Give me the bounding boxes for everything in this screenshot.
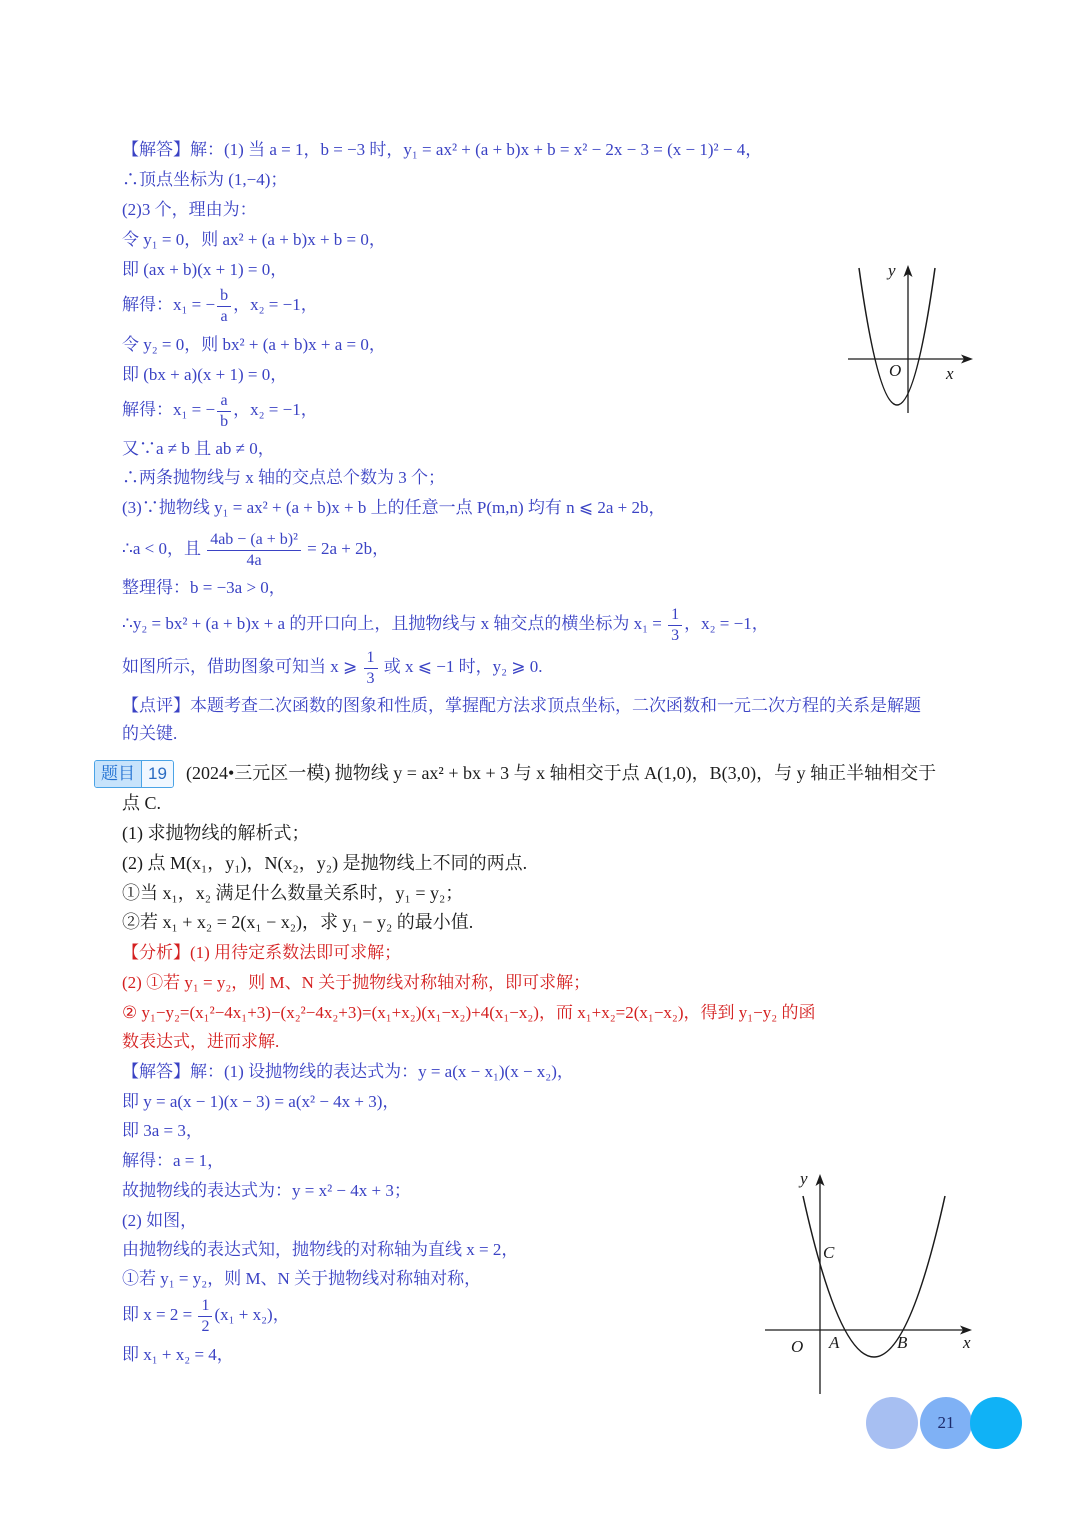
parabola-curve bbox=[859, 268, 935, 405]
q18-solution-line-15 bbox=[122, 601, 769, 647]
text-run: 或 x ⩽ −1 时，y₂ ⩾ 0. bbox=[379, 657, 543, 676]
fraction bbox=[217, 391, 231, 432]
x-axis-label: x bbox=[946, 364, 954, 383]
q19-stem-line-1: (2024•三元区一模) 抛物线 y = ax² + bx + 3 与 x 轴相交于点 A(1,0)，B(3,0)，与 y 轴正半轴相交于 bbox=[186, 763, 937, 783]
q18-solution-line-16 bbox=[122, 644, 543, 690]
q19-solution-line-6: (2) 如图， bbox=[122, 1211, 198, 1230]
q18-solution-line-11: ∴两条抛物线与 x 轴的交点总个数为 3 个； bbox=[122, 468, 445, 487]
q18-solution-line-1: 【解答】解：(1) 当 a = 1，b = −3 时，y₁ = ax² + (a + b)x + b = x² − 2x − 3 = (x − 1)² − 4， bbox=[122, 140, 763, 159]
page-number: 21 bbox=[937, 1413, 955, 1432]
fraction-denominator: b bbox=[220, 412, 229, 430]
point-b-label: B bbox=[897, 1333, 908, 1352]
q19-analysis-line-2: (2) ①若 y₁ = y₂，则 M、N 关于抛物线对称轴对称，即可求解； bbox=[122, 973, 591, 992]
text-run: = 2a + 2b， bbox=[302, 539, 390, 558]
fraction-numerator: 1 bbox=[198, 1296, 212, 1317]
parabola-graph-1 bbox=[840, 255, 982, 420]
q19-solution-line-10: 即 x₁ + x₂ = 4， bbox=[122, 1345, 234, 1364]
fraction-numerator: 4ab − (a + b)² bbox=[207, 530, 301, 551]
q19-analysis-line-4: 数表达式，进而求解. bbox=[122, 1032, 280, 1051]
q19-stem-line-2: 点 C. bbox=[122, 793, 162, 813]
q18-solution-line-5: 即 (ax + b)(x + 1) = 0， bbox=[122, 260, 288, 279]
q18-comment-line-1: 【点评】本题考查二次函数的图象和性质，掌握配方法求顶点坐标，二次函数和一元二次方程的关系是解题 bbox=[122, 696, 921, 715]
fraction bbox=[217, 286, 231, 327]
text-run: (x₁ + x₂)， bbox=[214, 1305, 290, 1324]
q19-subquestion-2-2: ②若 x₁ + x₂ = 2(x₁ − x₂)，求 y₁ − y₂ 的最小值. bbox=[122, 912, 474, 932]
fraction-numerator: 1 bbox=[668, 605, 682, 626]
question-number: 19 bbox=[141, 761, 173, 787]
origin-label: O bbox=[889, 361, 902, 380]
q18-solution-line-3: (2)3 个，理由为： bbox=[122, 200, 257, 219]
q19-solution-line-8: ①若 y₁ = y₂，则 M、N 关于抛物线对称轴对称， bbox=[122, 1269, 482, 1288]
q18-solution-line-13 bbox=[122, 526, 389, 572]
point-a-label: A bbox=[829, 1333, 840, 1352]
q18-solution-line-2: ∴顶点坐标为 (1,−4)； bbox=[122, 170, 288, 189]
fraction-denominator: 2 bbox=[201, 1317, 210, 1335]
q19-solution-line-5: 故抛物线的表达式为：y = x² − 4x + 3； bbox=[122, 1181, 411, 1200]
q19-solution-line-7: 由抛物线的表达式知，抛物线的对称轴为直线 x = 2， bbox=[122, 1240, 519, 1259]
q19-solution-line-4: 解得：a = 1， bbox=[122, 1151, 225, 1170]
fraction-numerator: b bbox=[217, 286, 231, 307]
y-axis-label: y bbox=[800, 1169, 808, 1188]
text-run: 如图所示，借助图象可知当 x ⩾ bbox=[122, 657, 362, 676]
q19-subquestion-2-1: ①当 x₁，x₂ 满足什么数量关系时，y₁ = y₂； bbox=[122, 883, 464, 903]
text-run: ，x₂ = −1， bbox=[233, 400, 318, 419]
x-axis-label: x bbox=[963, 1333, 971, 1352]
q18-comment-line-2: 的关键. bbox=[122, 724, 178, 743]
fraction bbox=[207, 530, 301, 571]
q18-solution-line-12: (3)∵抛物线 y₁ = ax² + (a + b)x + b 上的任意一点 P(m,n) 均有 n ⩽ 2a + 2b， bbox=[122, 498, 666, 517]
text-run: ∴y₂ = bx² + (a + b)x + a 的开口向上，且抛物线与 x 轴交点的横坐标为 x₁ = bbox=[122, 614, 667, 633]
fraction-denominator: 3 bbox=[366, 669, 375, 687]
fraction-denominator: 4a bbox=[246, 551, 262, 569]
y-axis-label: y bbox=[888, 261, 896, 280]
fraction-denominator: 3 bbox=[671, 626, 680, 644]
q19-subquestion-2: (2) 点 M(x₁，y₁)，N(x₂，y₂) 是抛物线上不同的两点. bbox=[122, 853, 528, 873]
text-run: 即 x = 2 = bbox=[122, 1305, 197, 1324]
parabola-curve bbox=[803, 1196, 945, 1357]
text-run: 解得：x₁ = − bbox=[122, 295, 216, 314]
q18-solution-line-10: 又∵a ≠ b 且 ab ≠ 0， bbox=[122, 439, 275, 458]
fraction-numerator: a bbox=[217, 391, 231, 412]
q18-solution-line-7: 令 y₂ = 0，则 bx² + (a + b)x + a = 0， bbox=[122, 335, 386, 354]
fraction bbox=[364, 648, 378, 689]
text-run: ，x₂ = −1， bbox=[684, 614, 769, 633]
q18-solution-line-14: 整理得：b = −3a > 0， bbox=[122, 578, 286, 597]
origin-label: O bbox=[791, 1337, 804, 1356]
q19-subquestion-1: (1) 求抛物线的解析式； bbox=[122, 823, 310, 843]
parabola-graph-2 bbox=[760, 1168, 982, 1400]
fraction bbox=[198, 1296, 212, 1337]
q19-analysis-line-1: 【分析】(1) 用待定系数法即可求解； bbox=[122, 943, 402, 962]
q19-solution-line-1: 【解答】解：(1) 设抛物线的表达式为：y = a(x − x₁)(x − x₂)， bbox=[122, 1062, 574, 1081]
question-badge bbox=[94, 760, 174, 788]
q19-solution-line-3: 即 3a = 3， bbox=[122, 1121, 203, 1140]
q18-solution-line-4: 令 y₁ = 0，则 ax² + (a + b)x + b = 0， bbox=[122, 230, 386, 249]
page-decor-circle-left bbox=[866, 1397, 918, 1449]
q18-solution-line-9 bbox=[122, 387, 318, 433]
q19-solution-line-9 bbox=[122, 1292, 290, 1338]
point-c-label: C bbox=[823, 1243, 835, 1262]
text-run: ，x₂ = −1， bbox=[233, 295, 318, 314]
fraction-denominator: a bbox=[220, 307, 228, 325]
q19-analysis-line-3: ② y₁−y₂=(x₁²−4x₁+3)−(x₂²−4x₂+3)=(x₁+x₂)(x₁−x₂)+4(x₁−x₂)，而 x₁+x₂=2(x₁−x₂)，得到 y₁−y₂ 的函 bbox=[122, 1003, 816, 1022]
fraction-numerator: 1 bbox=[364, 648, 378, 669]
text-run: 解得：x₁ = − bbox=[122, 400, 216, 419]
question-badge-label: 题目 bbox=[95, 761, 141, 787]
text-run: ∴a < 0，且 bbox=[122, 539, 206, 558]
fraction bbox=[668, 605, 682, 646]
q18-solution-line-8: 即 (bx + a)(x + 1) = 0， bbox=[122, 365, 288, 384]
q19-solution-line-2: 即 y = a(x − 1)(x − 3) = a(x² − 4x + 3)， bbox=[122, 1092, 400, 1111]
q18-solution-line-6 bbox=[122, 282, 318, 328]
page-decor-circle-right bbox=[970, 1397, 1022, 1449]
